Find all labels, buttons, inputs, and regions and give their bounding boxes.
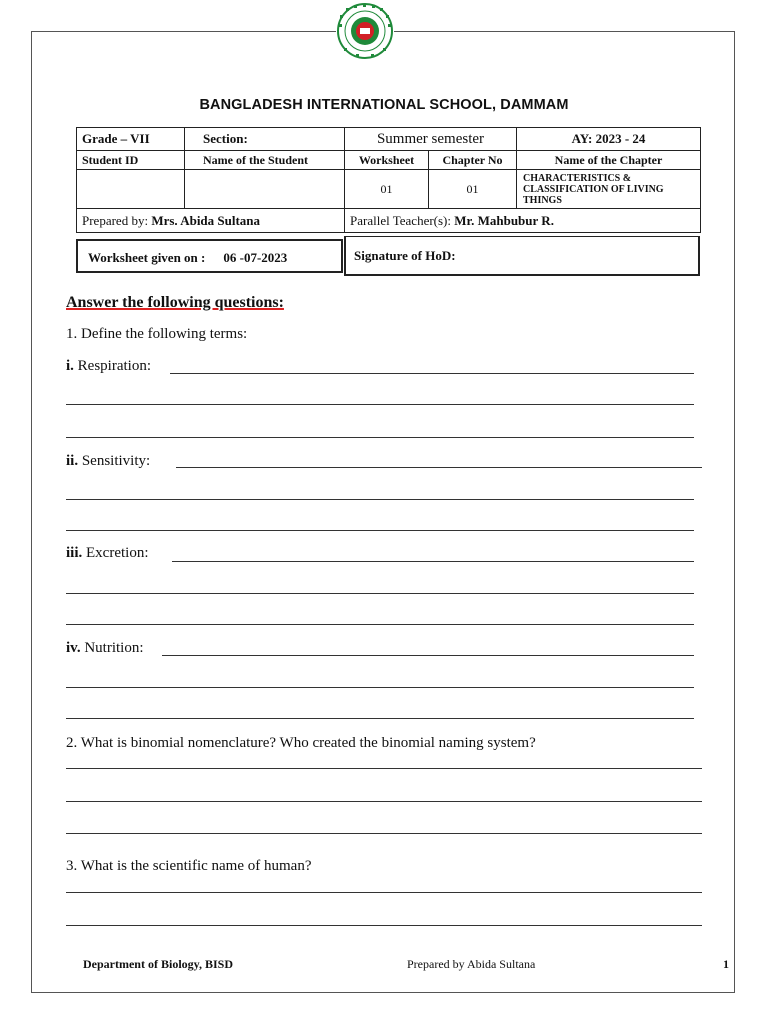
term-nutrition: [66, 640, 144, 657]
chapter-name-header: Name of the Chapter: [517, 151, 701, 170]
answer-line[interactable]: [66, 687, 694, 688]
term-number: iii.: [66, 545, 83, 561]
parallel-teacher-cell: [345, 209, 701, 233]
worksheet-number: 01: [345, 170, 429, 209]
answer-line[interactable]: [66, 925, 702, 926]
section-cell: Section:: [185, 128, 345, 151]
answer-line[interactable]: [170, 373, 694, 374]
worksheet-header: Worksheet: [345, 151, 429, 170]
term-label: Nutrition:: [80, 640, 144, 656]
given-on-label: Worksheet given on :: [88, 250, 206, 265]
student-name-field[interactable]: [185, 170, 345, 209]
worksheet-header-table: [76, 127, 701, 233]
prepared-by-label: Prepared by:: [82, 212, 149, 228]
answer-line[interactable]: [66, 437, 694, 438]
answer-line[interactable]: [172, 561, 694, 562]
term-number: i.: [66, 358, 74, 374]
school-seal-logo: [336, 2, 394, 60]
term-respiration: [66, 358, 151, 375]
question-2: 2. What is binomial nomenclature? Who created the binomial naming system?: [66, 735, 536, 751]
student-name-header: Name of the Student: [185, 151, 345, 170]
prepared-by-cell: [77, 209, 345, 233]
term-number: iv.: [66, 640, 81, 656]
answer-line[interactable]: [66, 404, 694, 405]
parallel-teacher-label: Parallel Teacher(s):: [350, 212, 451, 228]
answer-line[interactable]: [176, 467, 702, 468]
answer-line[interactable]: [66, 593, 694, 594]
hod-signature-box[interactable]: [344, 236, 700, 276]
parallel-teacher-name: Mr. Mahbubur R.: [454, 212, 554, 228]
instruction-heading: Answer the following questions:: [66, 294, 284, 311]
footer-department: Department of Biology, BISD: [83, 957, 233, 971]
academic-year-cell: AY: 2023 - 24: [517, 128, 701, 151]
answer-line[interactable]: [66, 718, 694, 719]
question-3: 3. What is the scientific name of human?: [66, 858, 312, 874]
answer-line[interactable]: [66, 833, 702, 834]
answer-line[interactable]: [66, 499, 694, 500]
given-on-date: 06 -07-2023: [223, 250, 288, 265]
semester-cell: Summer semester: [345, 128, 517, 151]
chapter-name: CHARACTERISTICS & CLASSIFICATION OF LIVING THINGS: [517, 170, 701, 209]
grade-cell: Grade – VII: [77, 128, 185, 151]
answer-line[interactable]: [66, 801, 702, 802]
student-id-header: Student ID: [77, 151, 185, 170]
term-label: Excretion:: [82, 545, 149, 561]
term-sensitivity: [66, 453, 150, 470]
question-1: 1. Define the following terms:: [66, 326, 248, 342]
answer-line[interactable]: [66, 892, 702, 893]
term-excretion: [66, 545, 149, 562]
school-title: BANGLADESH INTERNATIONAL SCHOOL, DAMMAM: [199, 97, 569, 113]
answer-line[interactable]: [66, 768, 702, 769]
footer-prepared-by: Prepared by Abida Sultana: [407, 957, 536, 971]
prepared-by-name: Mrs. Abida Sultana: [151, 212, 261, 228]
answer-line[interactable]: [162, 655, 694, 656]
page-number: 1: [723, 957, 729, 971]
student-id-field[interactable]: [77, 170, 185, 209]
worksheet-date-box: [76, 239, 343, 273]
term-number: ii.: [66, 453, 79, 469]
chapter-no-header: Chapter No: [429, 151, 517, 170]
chapter-number: 01: [429, 170, 517, 209]
hod-signature-label: Signature of HoD:: [354, 248, 456, 263]
answer-line[interactable]: [66, 530, 694, 531]
answer-line[interactable]: [66, 624, 694, 625]
term-label: Sensitivity:: [78, 453, 151, 469]
term-label: Respiration:: [73, 358, 151, 374]
